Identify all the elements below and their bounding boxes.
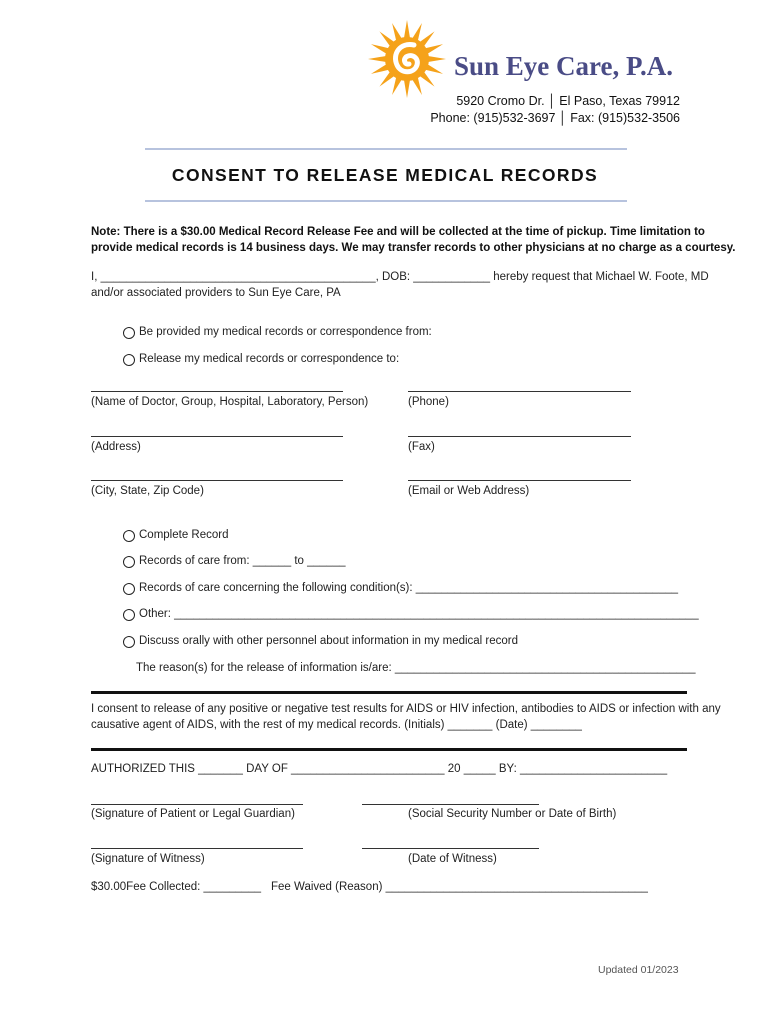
request-line2: and/or associated providers to Sun Eye Care, PA <box>91 287 341 299</box>
phone-field[interactable] <box>408 391 631 392</box>
divider-top <box>91 691 687 694</box>
patient-signature-field[interactable] <box>91 804 303 805</box>
hiv-consent-line1: I consent to release of any positive or negative test results for AIDS or HIV infection, antibodies to AIDS or infection with any <box>91 703 721 715</box>
option-other: Other: __________________________________________________________________________________ <box>139 608 699 620</box>
fee-waived[interactable]: Fee Waived (Reason) _________________________________________ <box>271 881 648 893</box>
option-records-condition: Records of care concerning the following condition(s): _________________________________________ <box>139 582 679 594</box>
city-field[interactable] <box>91 480 343 481</box>
radio-records-condition[interactable] <box>123 583 135 595</box>
radio-release-to[interactable] <box>123 354 135 366</box>
email-label: (Email or Web Address) <box>408 485 530 497</box>
fax-label: (Fax) <box>408 441 435 453</box>
authorized-line[interactable]: AUTHORIZED THIS _______ DAY OF ________________________ 20 _____ BY: _______________________ <box>91 763 668 775</box>
ssn-dob-label: (Social Security Number or Date of Birth) <box>408 808 617 820</box>
city-label: (City, State, Zip Code) <box>91 485 204 497</box>
updated-date: Updated 01/2023 <box>598 964 679 976</box>
sun-logo-icon <box>366 18 448 100</box>
fax-field[interactable] <box>408 436 631 437</box>
address-label: (Address) <box>91 441 141 453</box>
radio-discuss-orally[interactable] <box>123 636 135 648</box>
option-release-to-label: Release my medical records or correspondence to: <box>139 353 400 365</box>
option-discuss-orally: Discuss orally with other personnel about information in my medical record <box>139 635 519 647</box>
address-line: 5920 Cromo Dr. │ El Paso, Texas 79912 <box>456 94 680 108</box>
name-label: (Name of Doctor, Group, Hospital, Laboratory, Person) <box>91 396 369 408</box>
witness-date-field[interactable] <box>362 848 539 849</box>
hiv-consent-line2[interactable]: causative agent of AIDS, with the rest of my medical records. (Initials) _______ (Date) ________ <box>91 719 582 731</box>
witness-date-label: (Date of Witness) <box>408 853 497 865</box>
option-records-dates: Records of care from: ______ to ______ <box>139 555 346 567</box>
option-provided-from-label: Be provided my medical records or correspondence from: <box>139 326 432 338</box>
radio-other[interactable] <box>123 609 135 621</box>
title-rule-top <box>145 148 627 150</box>
radio-complete-record[interactable] <box>123 530 135 542</box>
patient-signature-label: (Signature of Patient or Legal Guardian) <box>91 808 295 820</box>
option-complete-record: Complete Record <box>139 529 229 541</box>
fee-note-line1: Note: There is a $30.00 Medical Record Release Fee and will be collected at the time of pickup. Time limitation to <box>91 226 705 238</box>
logo-text: Sun Eye Care, P.A. <box>454 51 674 81</box>
phone-label: (Phone) <box>408 396 449 408</box>
ssn-dob-field[interactable] <box>362 804 539 805</box>
title-rule-bottom <box>145 200 627 202</box>
radio-records-dates[interactable] <box>123 556 135 568</box>
fee-collected[interactable]: $30.00Fee Collected: _________ <box>91 881 262 893</box>
page-title: CONSENT TO RELEASE MEDICAL RECORDS <box>171 165 599 185</box>
radio-provided-from[interactable] <box>123 327 135 339</box>
divider-bottom <box>91 748 687 751</box>
witness-signature-field[interactable] <box>91 848 303 849</box>
email-field[interactable] <box>408 480 631 481</box>
address-field[interactable] <box>91 436 343 437</box>
request-line1[interactable]: I, ___________________________________________, DOB: ____________ hereby request that Michael W. Foote, MD <box>91 271 709 283</box>
witness-signature-label: (Signature of Witness) <box>91 853 205 865</box>
reason-line[interactable]: The reason(s) for the release of information is/are: _______________________________________________ <box>136 662 696 674</box>
name-field[interactable] <box>91 391 343 392</box>
contact-line: Phone: (915)532-3697 │ Fax: (915)532-3506 <box>430 111 680 125</box>
fee-note-line2: provide medical records is 14 business days. We may transfer records to other physicians at no charge as a courtesy. <box>91 242 736 254</box>
